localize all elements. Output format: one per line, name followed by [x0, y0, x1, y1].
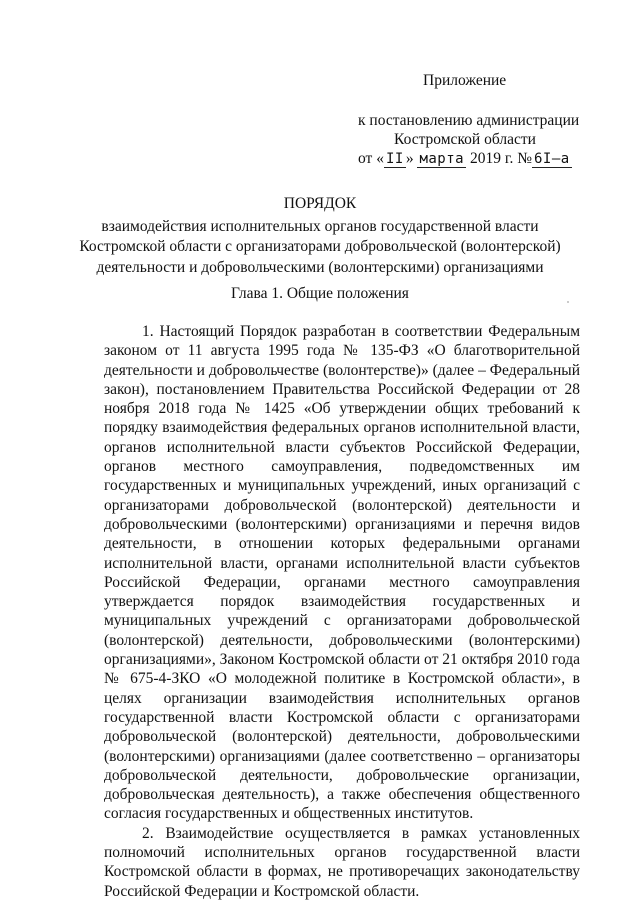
- annex-title: Приложение: [423, 72, 507, 89]
- document-heading: [60, 194, 580, 278]
- chapter-heading: Глава 1. Общие положения: [231, 285, 409, 302]
- date-prefix: от «: [358, 150, 384, 167]
- document-subtitle-line-2: Костромской области с организаторами добровольческой (волонтерской): [79, 238, 561, 255]
- date-month: марта: [419, 151, 465, 167]
- document-subtitle-line-1: взаимодействия исполнительных органов государственной власти: [101, 217, 539, 235]
- annex-line-region: Костромской области: [394, 131, 536, 148]
- document-subtitle-line-3: деятельности и добровольческими (волонтерскими) организациями: [96, 258, 544, 276]
- annex-line-resolution: к постановлению администрации: [358, 112, 580, 129]
- annex-date-line: [358, 150, 572, 168]
- paragraph-1: 1. Настоящий Порядок разработан в соответствии Федеральным законом от 11 августа 1995 года № 135-ФЗ «О благотворительной деятельности и добровольчестве (волонтерстве)» (далее – Федеральный закон), постановлением Правительства Российской Федерации от 28 ноября 2018 года № 1425 «Об утверждении общих требований к порядку взаимодействия федеральных органов исполнительной власти, органов исполнительной власти субъектов Российской Федерации, органов местного самоуправления, подведомственных им государственных и муниципальных учреждений, иных организаций с организаторами добровольческой (волонтерской) деятельности и добровольческими (волонтерскими) организациями и перечня видов деятельности, в отношении которых федеральными органами исполнительной власти, органами исполнительной власти субъектов Российской Федерации, органами местного самоуправления утверждается порядок взаимодействия государственных и муниципальных учреждений с организаторами добровольческой (волонтерской) деятельности, добровольческими (волонтерскими) организациями», Законом Костромской области от 21 октября 2010 года № 675-4-ЗКО «О молодежной политике в Костромской области», в целях организации взаимодействия исполнительных органов государственной власти Костромской области с организаторами добровольческой (волонтерской) деятельности, добровольческими (волонтерскими) организациями (далее соответственно – организаторы добровольческой деятельности, добровольческие организации, добровольческая деятельность), а также обеспечения общественного согласия государственных и общественных институтов.: [104, 323, 580, 823]
- document-number: 6I–а: [534, 151, 570, 167]
- date-mid: »: [405, 150, 414, 167]
- scan-speck: [567, 301, 569, 303]
- date-year: 2019 г. №: [469, 150, 532, 167]
- paragraph-2: 2. Взаимодействие осуществляется в рамках установленных полномочий исполнительных органов государственной власти Костромской области в формах, не противоречащих законодательству Российской Федерации и Костромской области.: [104, 824, 580, 900]
- document-body: [104, 322, 580, 901]
- date-day: II: [385, 151, 404, 167]
- document-title: ПОРЯДОК: [283, 195, 357, 212]
